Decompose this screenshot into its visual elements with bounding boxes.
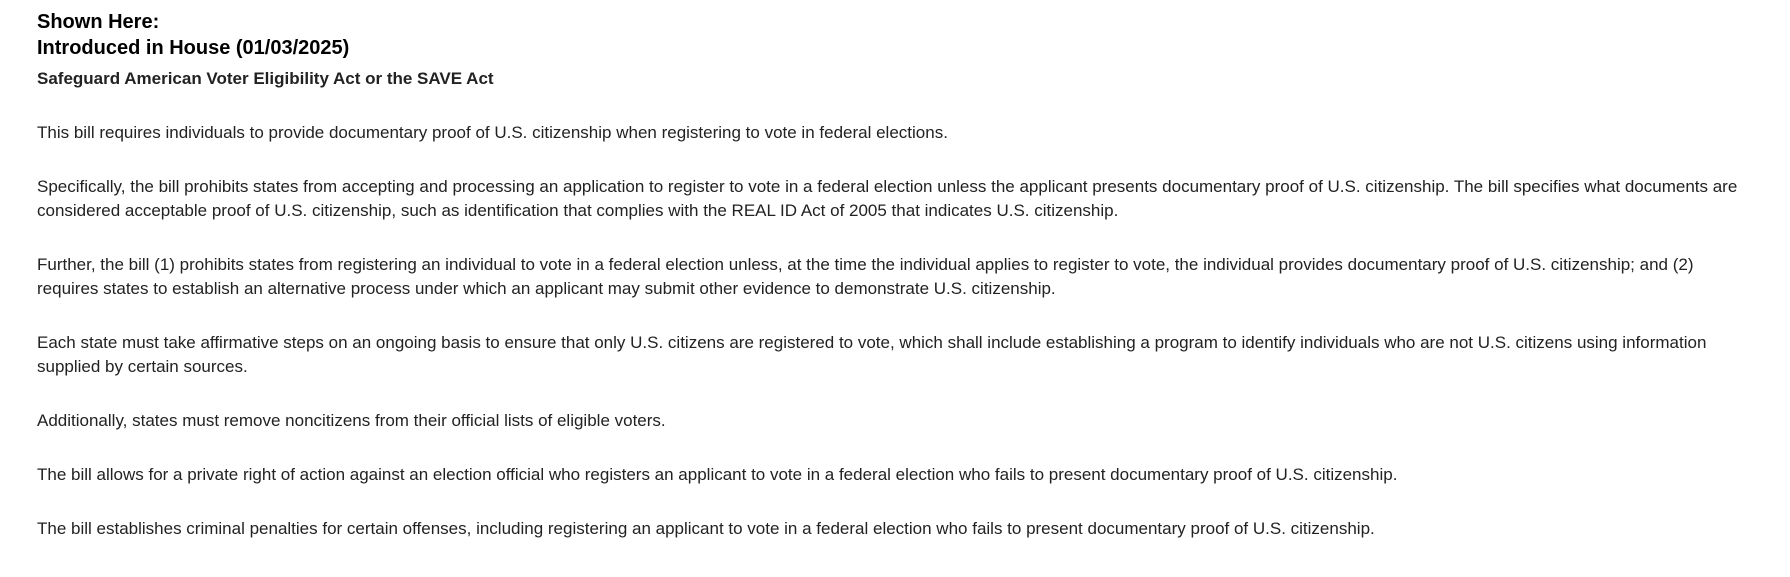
summary-paragraph: This bill requires individuals to provide documentary proof of U.S. citizenship when registering to vote in federal elections. xyxy=(37,123,948,142)
summary-paragraph: Each state must take affirmative steps on an ongoing basis to ensure that only U.S. citizens are registered to vote, which shall include establishing a program to identify individuals who are not U.S. citizens using information supplied by certain sources. xyxy=(37,333,1707,376)
bill-version-heading: Introduced in House (01/03/2025) xyxy=(37,37,350,59)
summary-paragraph: Further, the bill (1) prohibits states from registering an individual to vote in a federal election unless, at the time the individual applies to register to vote, the individual provides documentary proof of U.S. citizenship; and (2) requires states to establish an alternative process under which an applicant may submit other evidence to demonstrate U.S. citizenship. xyxy=(37,255,1694,298)
summary-paragraph: The bill allows for a private right of action against an election official who registers an applicant to vote in a federal election who fails to present documentary proof of U.S. citizenship. xyxy=(37,465,1398,484)
summary-paragraph: Additionally, states must remove noncitizens from their official lists of eligible voters. xyxy=(37,411,666,430)
summary-paragraph: Specifically, the bill prohibits states from accepting and processing an application to register to vote in a federal election unless the applicant presents documentary proof of U.S. citizenship. The bill specifies what documents are considered acceptable proof of U.S. citizenship, such as identification that complies with the REAL ID Act of 2005 that indicates U.S. citizenship. xyxy=(37,177,1738,220)
bill-short-title: Safeguard American Voter Eligibility Act or the SAVE Act xyxy=(37,69,494,88)
summary-paragraph: The bill establishes criminal penalties for certain offenses, including registering an applicant to vote in a federal election who fails to present documentary proof of U.S. citizenship. xyxy=(37,519,1375,538)
bill-summary xyxy=(37,9,1757,541)
shown-here-label: Shown Here: xyxy=(37,11,160,33)
